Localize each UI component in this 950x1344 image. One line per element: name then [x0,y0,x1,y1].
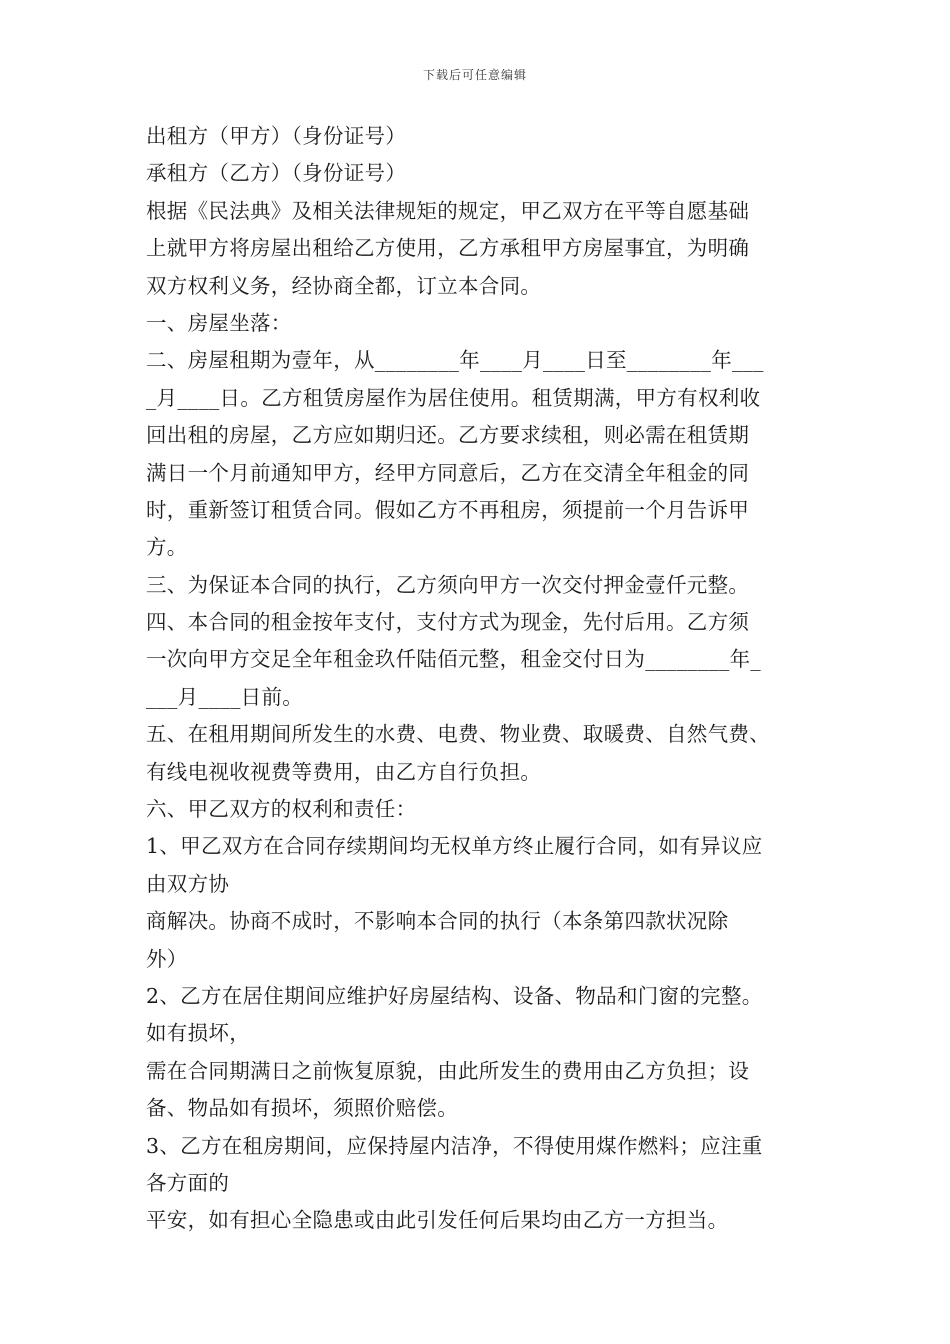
text-line: 2、乙方在居住期间应维护好房屋结构、设备、物品和门窗的完整。 [146,983,763,1008]
text-line: 3、乙方在租房期间，应保持屋内洁净，不得使用煤作燃料；应注重 [146,1133,763,1158]
page-header: 下载后可任意编辑 [422,68,527,82]
text-line: 根据《民法典》及相关法律规矩的规定，甲乙双方在平等自愿基础 [146,198,750,223]
text-line: 五、在租用期间所发生的水费、电费、物业费、取暖费、自然气费、 [146,722,770,747]
text-line: 回出租的房屋，乙方应如期归还。乙方要求续租，则必需在租赁期 [146,423,750,448]
text-line: 双方权利义务，经协商全都，订立本合同。 [146,273,542,298]
text-line: 时，重新签订租赁合同。假如乙方不再租房，须提前一个月告诉甲 [146,497,750,522]
text-line: 平安，如有担心全隐患或由此引发任何后果均由乙方一方担当。 [146,1208,729,1233]
text-line: 六、甲乙双方的权利和责任： [146,797,417,822]
text-line: 备、物品如有损坏，须照价赔偿。 [146,1096,458,1121]
text-line: 二、房屋租期为壹年，从________年____月____日至________年___ [146,348,764,373]
text-line: ___月____日前。 [146,684,304,709]
text-line: 有线电视收视费等费用，由乙方自行负担。 [146,759,542,784]
text-line: 一、房屋坐落： [146,310,292,335]
text-line: _月____日。乙方租赁房屋作为居住使用。租赁期满，甲方有权利收 [146,385,761,410]
text-line: 方。 [146,535,188,560]
text-line: 各方面的 [146,1170,230,1195]
contract-body [146,118,826,1240]
text-line: 三、为保证本合同的执行，乙方须向甲方一次交付押金壹仟元整。 [146,572,750,597]
text-line: 出租方（甲方）（身份证号） [146,124,407,148]
text-line: 四、本合同的租金按年支付，支付方式为现金，先付后用。乙方须 [146,610,750,635]
text-line: 商解决。协商不成时，不影响本合同的执行（本条第四款状况除 [146,909,729,934]
text-line: 满日一个月前通知甲方，经甲方同意后，乙方在交清全年租金的同 [146,460,750,485]
text-line: 一次向甲方交足全年租金玖仟陆佰元整，租金交付日为________年_ [146,647,761,672]
text-line: 承租方（乙方）（身份证号） [146,161,407,186]
text-line: 外） [146,946,188,971]
text-line: 上就甲方将房屋出租给乙方使用，乙方承租甲方房屋事宜，为明确 [146,236,750,261]
text-line: 1、甲乙双方在合同存续期间均无权单方终止履行合同，如有异议应 [146,834,763,859]
text-line: 由双方协 [146,871,230,896]
text-line: 如有损坏， [146,1021,250,1046]
text-line: 需在合同期满日之前恢复原貌，由此所发生的费用由乙方负担；设 [146,1058,750,1083]
